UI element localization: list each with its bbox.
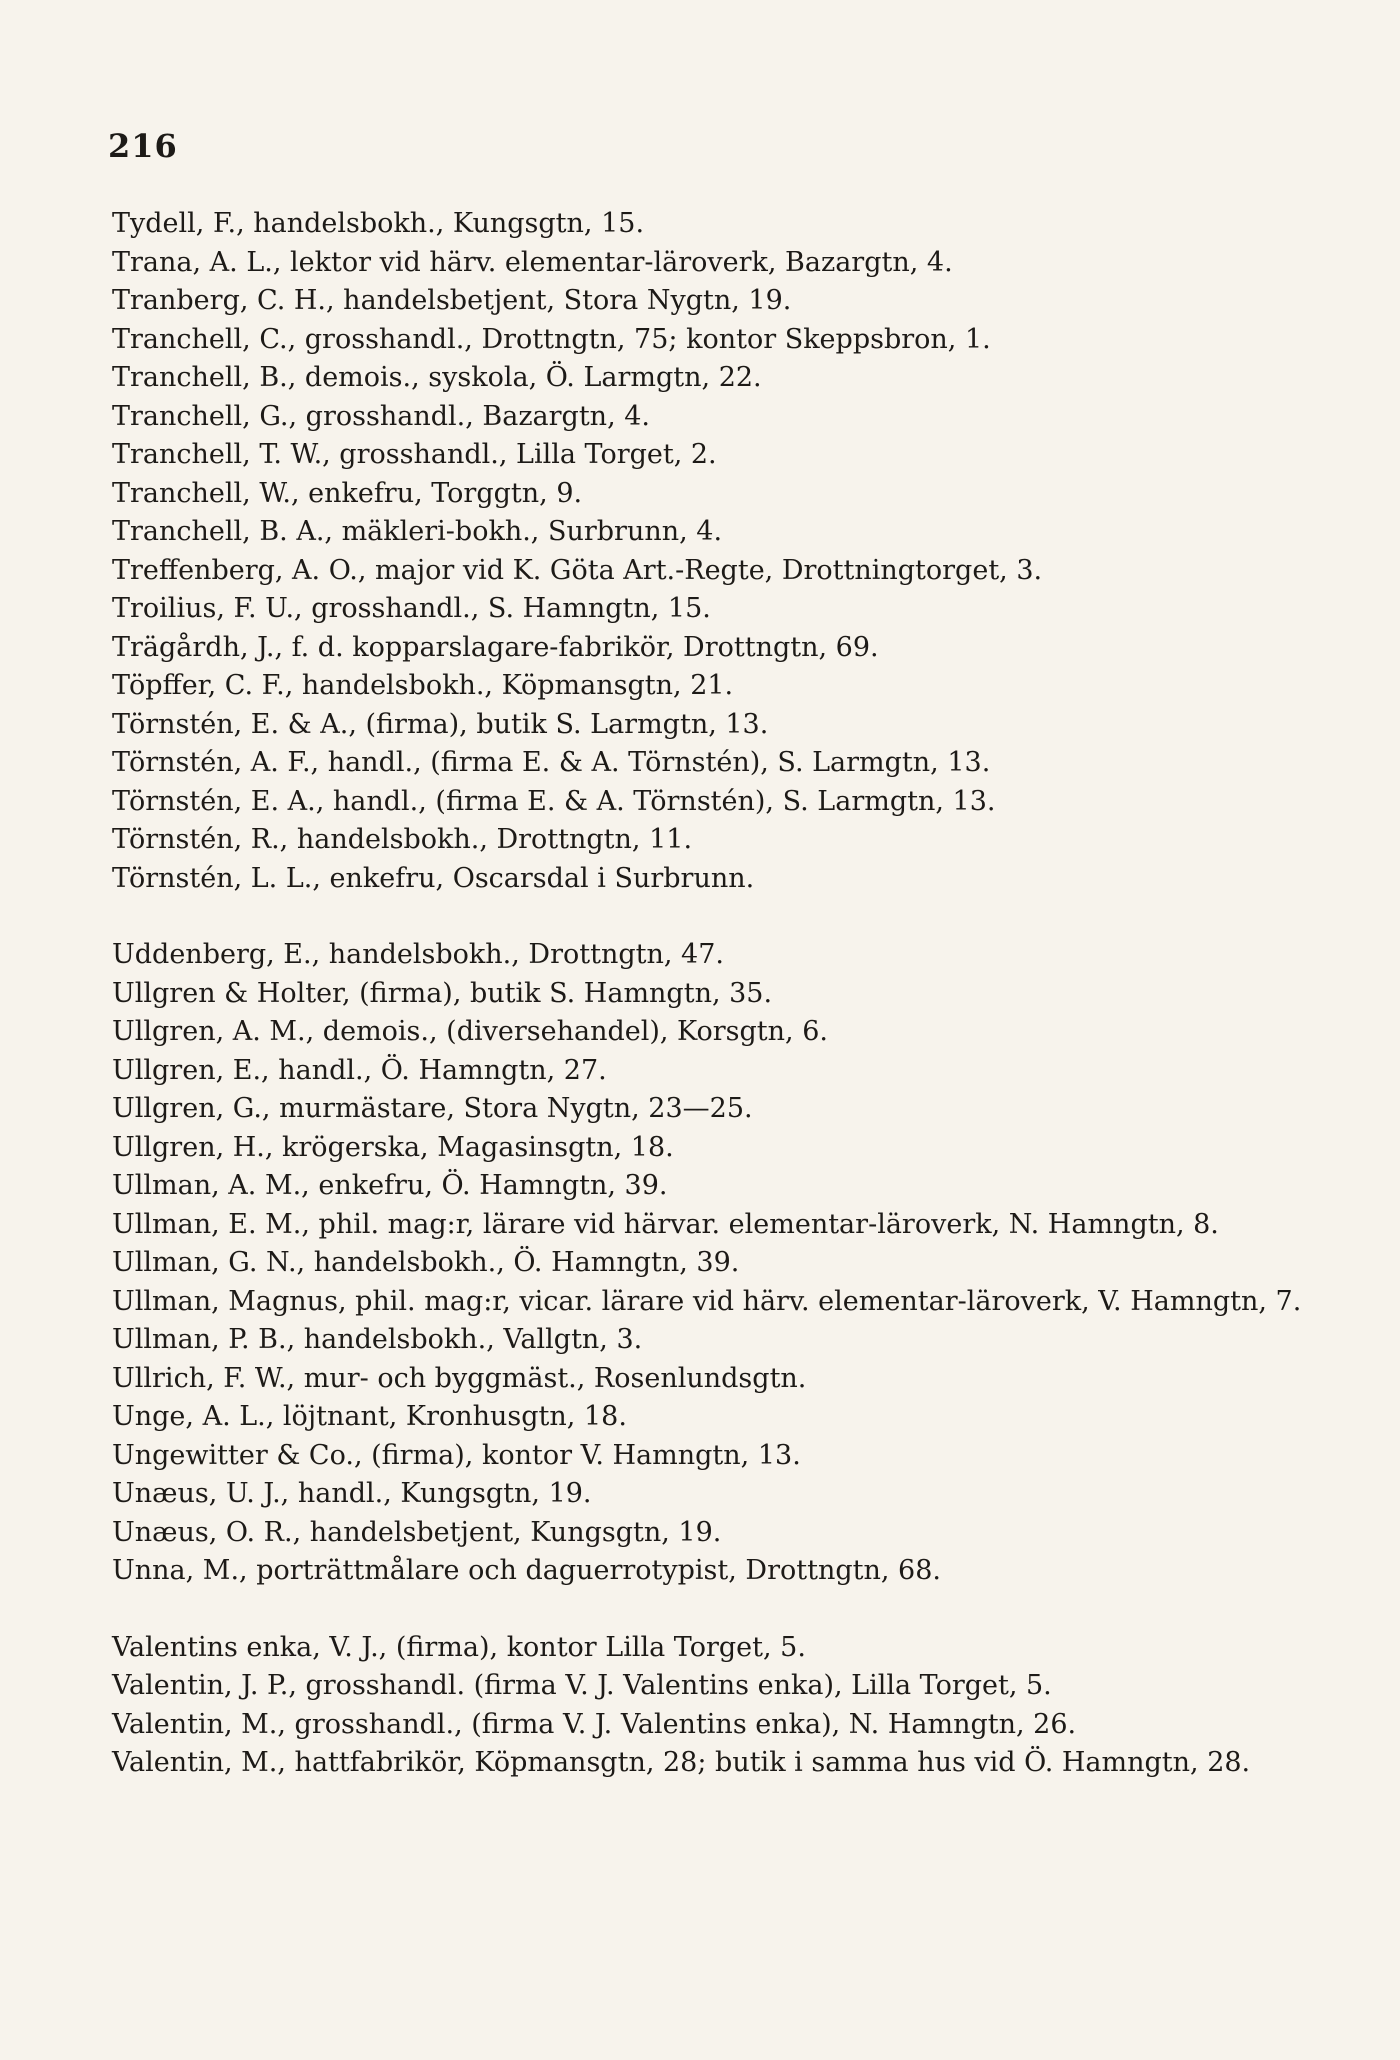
- directory-entry: Tranchell, G., grosshandl., Bazargtn, 4.: [112, 400, 650, 432]
- directory-entry: Unæus, U. J., handl., Kungsgtn, 19.: [112, 1478, 592, 1509]
- directory-entry: Valentin, J. P., grosshandl. (firma V. J. Valentins enka), Lilla Torget, 5.: [112, 1670, 1052, 1701]
- directory-column: [112, 205, 1307, 1783]
- section-u: [112, 936, 1307, 1591]
- directory-entry: Ullgren, E., handl., Ö. Hamngtn, 27.: [112, 1054, 607, 1086]
- directory-entry: Törnstén, A. F., handl., (firma E. & A. Törnstén), S. Larmgtn, 13.: [112, 747, 991, 778]
- directory-entry: Tranchell, B., demois., syskola, Ö. Larmgtn, 22.: [112, 362, 762, 393]
- directory-entry: Unæus, O. R., handelsbetjent, Kungsgtn, 19.: [112, 1516, 722, 1548]
- directory-entry: Ullman, Magnus, phil. mag:r, vicar. lärare vid härv. elementar-läroverk, V. Hamngtn, 7.: [112, 1285, 1302, 1317]
- section-v: [112, 1629, 1307, 1783]
- directory-entry: Ullgren, H., krögerska, Magasinsgtn, 18.: [112, 1131, 674, 1163]
- directory-entry: Tydell, F., handelsbokh., Kungsgtn, 15.: [112, 208, 645, 239]
- directory-entry: Töpffer, C. F., handelsbokh., Köpmansgtn, 21.: [112, 670, 734, 701]
- directory-entry: Troilius, F. U., grosshandl., S. Hamngtn, 15.: [112, 593, 711, 624]
- directory-entry: Ullman, A. M., enkefru, Ö. Hamngtn, 39.: [112, 1170, 668, 1201]
- directory-entry: Tranchell, T. W., grosshandl., Lilla Torget, 2.: [112, 439, 717, 470]
- directory-entry: Ullgren, A. M., demois., (diversehandel), Korsgtn, 6.: [112, 1016, 828, 1047]
- directory-entry: Ullgren, G., murmästare, Stora Nygtn, 23—25.: [112, 1093, 753, 1124]
- directory-entry: Tranchell, C., grosshandl., Drottngtn, 75; kontor Skeppsbron, 1.: [112, 323, 991, 355]
- directory-entry: Valentins enka, V. J., (firma), kontor Lilla Torget, 5.: [112, 1631, 806, 1663]
- directory-entry: Treffenberg, A. O., major vid K. Göta Art.-Regte, Drottningtorget, 3.: [112, 554, 1043, 586]
- directory-entry: Törnstén, L. L., enkefru, Oscarsdal i Surbrunn.: [112, 862, 755, 894]
- section-t: [112, 205, 1307, 898]
- directory-entry: Tranchell, W., enkefru, Torggtn, 9.: [112, 477, 583, 509]
- page-number: 216: [108, 127, 178, 165]
- directory-entry: Valentin, M., hattfabrikör, Köpmansgtn, 28; butik i samma hus vid Ö. Hamngtn, 28.: [112, 1747, 1251, 1778]
- directory-entry: Ungewitter & Co., (firma), kontor V. Hamngtn, 13.: [112, 1439, 801, 1471]
- directory-entry: Unge, A. L., löjtnant, Kronhusgtn, 18.: [112, 1401, 627, 1432]
- directory-entry: Tranchell, B. A., mäkleri-bokh., Surbrunn, 4.: [112, 516, 723, 547]
- directory-entry: Trana, A. L., lektor vid härv. elementar-läroverk, Bazargtn, 4.: [112, 246, 953, 278]
- directory-entry: Törnstén, R., handelsbokh., Drottngtn, 11.: [112, 824, 693, 855]
- directory-entry: Ullman, E. M., phil. mag:r, lärare vid härvar. elementar-läroverk, N. Hamngtn, 8.: [112, 1208, 1219, 1240]
- directory-entry: Ullgren & Holter, (firma), butik S. Hamngtn, 35.: [112, 977, 773, 1009]
- directory-entry: Törnstén, E. & A., (firma), butik S. Larmgtn, 13.: [112, 708, 769, 740]
- directory-entry: Törnstén, E. A., handl., (firma E. & A. Törnstén), S. Larmgtn, 13.: [112, 785, 996, 817]
- directory-entry: Uddenberg, E., handelsbokh., Drottngtn, 47.: [112, 939, 724, 970]
- directory-entry: Ullman, P. B., handelsbokh., Vallgtn, 3.: [112, 1324, 643, 1355]
- directory-entry: Valentin, M., grosshandl., (firma V. J. Valentins enka), N. Hamngtn, 26.: [112, 1708, 1077, 1740]
- directory-entry: Unna, M., porträttmålare och daguerrotypist, Drottngtn, 68.: [112, 1555, 941, 1586]
- directory-entry: Trägårdh, J., f. d. kopparslagare-fabrikör, Drottngtn, 69.: [112, 631, 879, 663]
- directory-entry: Tranberg, C. H., handelsbetjent, Stora Nygtn, 19.: [112, 285, 792, 316]
- directory-entry: Ullman, G. N., handelsbokh., Ö. Hamngtn, 39.: [112, 1247, 740, 1278]
- directory-entry: Ullrich, F. W., mur- och byggmäst., Rosenlundsgtn.: [112, 1362, 807, 1394]
